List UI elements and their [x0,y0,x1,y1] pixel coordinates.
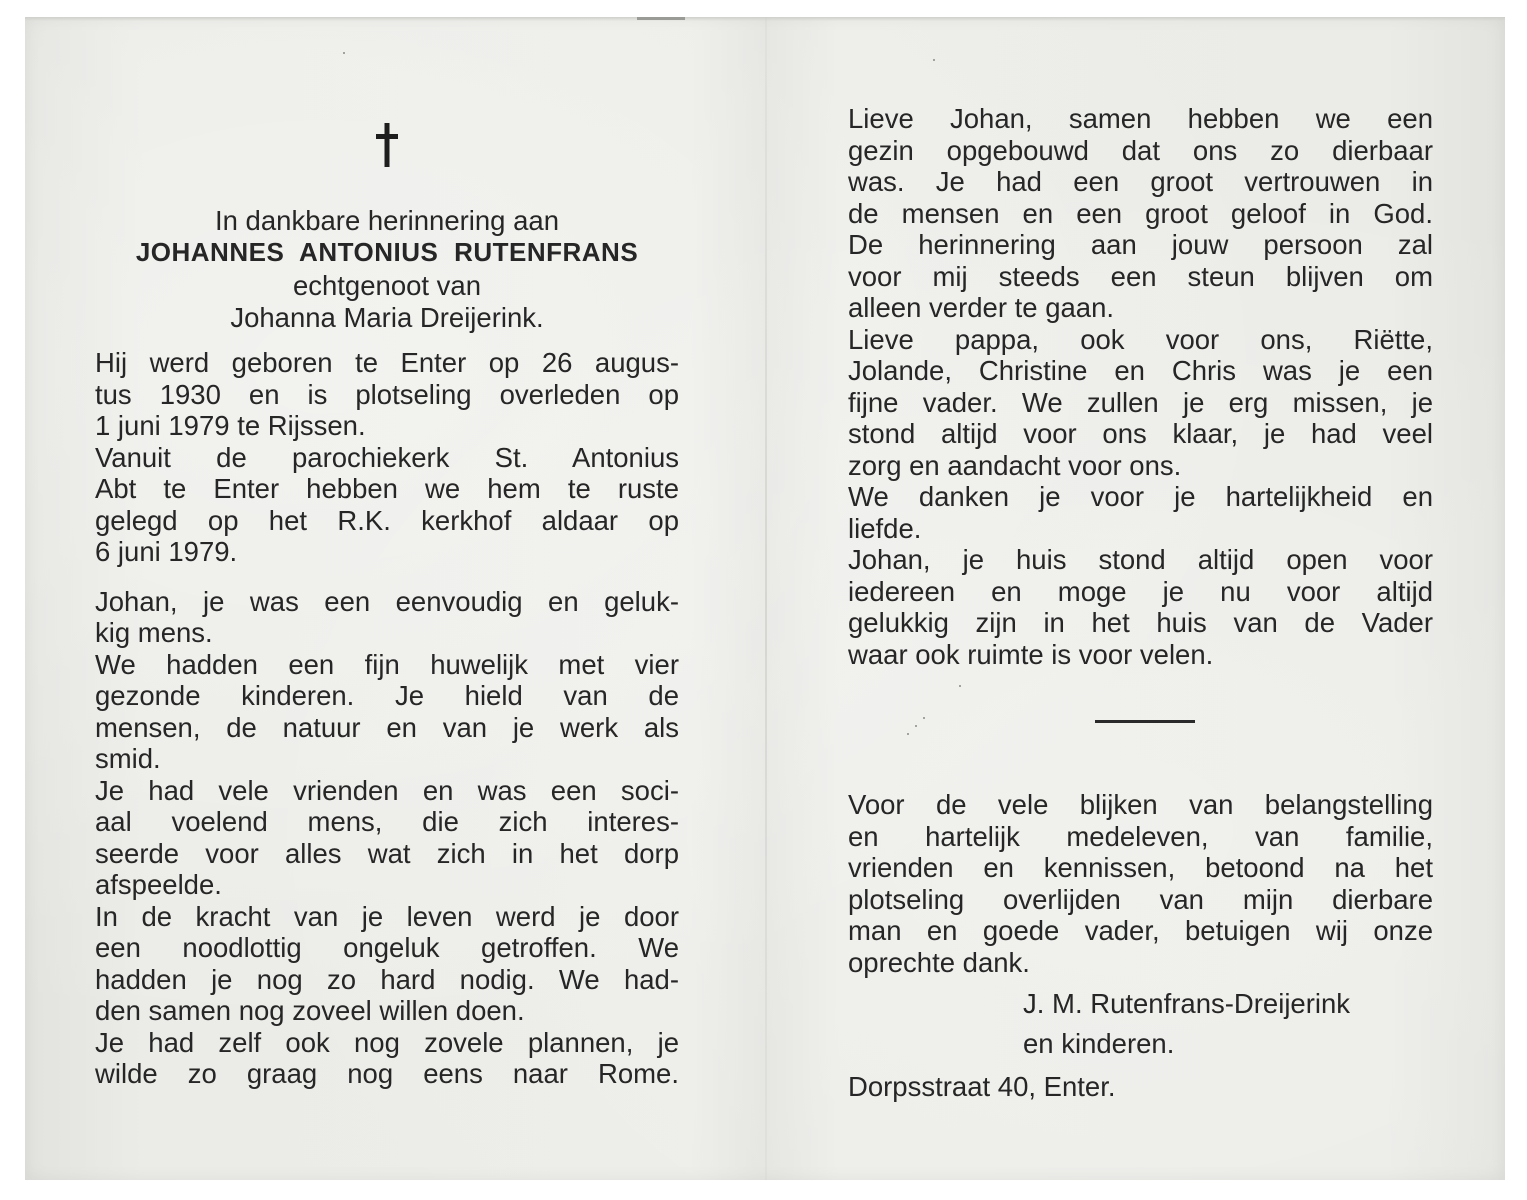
text-line: plotseling overlijden van mijn dierbare [848,883,1433,915]
text-line: iedereen en moge je nu voor altijd [848,575,1433,607]
signature-block [848,988,1433,1059]
text-line: Johan, je huis stond altijd open voor [848,544,1433,575]
text-line: fijne vader. We zullen je erg missen, je [848,386,1433,418]
text-line: gezin opgebouwd dat ons zo dierbaar [848,134,1433,166]
family-address: Dorpsstraat 40, Enter. [848,1071,1116,1102]
text-line: alleen verder te gaan. [848,292,1115,323]
text-line: smid. [95,743,161,774]
deceased-name: JOHANNES ANTONIUS RUTENFRANS [135,236,639,267]
text-line: Lieve pappa, ook voor ons, Riëtte, [848,323,1433,355]
text-line: Vanuit de parochiekerk St. Antonius [95,441,679,473]
text-line: Jolande, Christine en Chris was je een [848,355,1433,386]
text-line: zorg en aandacht voor ons. [848,449,1182,481]
spouse-name: Johanna Maria Dreijerink. [230,301,544,333]
text-line: seerde voor alles wat zich in het dorp [95,837,679,869]
text-line: Je had vele vrienden en was een soci- [95,774,679,806]
text-line: kig mens. [95,617,213,648]
text-line: en hartelijk medeleven, van familie, [848,820,1433,852]
latin-cross-svg [375,123,399,167]
text-line: Voor de vele blijken van belangstelling [848,789,1433,820]
text-line: 1 juni 1979 te Rijssen. [95,410,366,441]
intro-line: In dankbare herinnering aan [214,205,559,236]
text-line: vrienden en kennissen, betoond na het [848,852,1433,883]
text-line: waar ook ruimte is voor velen. [848,638,1214,670]
text-line: een noodlottig ongeluk getroffen. We [95,932,679,963]
text-line: man en goede vader, betuigen wij onze [848,915,1433,946]
text-line: Abt te Enter hebben we hem te ruste [95,473,679,504]
text-line: oprechte dank. [848,946,1030,978]
text-line: wilde zo graag nog eens naar Rome. [95,1058,679,1089]
paper-speck [933,59,935,61]
text-line: liefde. [848,512,922,544]
right-column [848,103,1433,1103]
memorial-card [25,17,1505,1180]
card-top-notch [637,17,685,20]
thanks-paragraph [848,789,1433,978]
text-line: mensen, de natuur en van je werk als [95,711,679,743]
text-line: aal voelend mens, die zich interes- [95,806,679,837]
text-line: Hij werd geboren te Enter op 26 augus- [95,347,679,378]
text-line: gezonde kinderen. Je hield van de [95,680,679,711]
text-line: hadden je nog zo hard nodig. We had- [95,963,679,995]
signatory-name: J. M. Rutenfrans-Dreijerink [1023,988,1351,1019]
text-line: gelukkig zijn in het huis van de Vader [848,607,1433,638]
text-line: was. Je had een groot vertrouwen in [848,166,1433,197]
signatory-suffix: en kinderen. [1023,1027,1175,1059]
text-line: 6 juni 1979. [95,536,238,567]
section-divider [1095,720,1195,723]
text-line: de mensen en een groot geloof in God. [848,197,1433,229]
text-line: Je had zelf ook nog zovele plannen, je [95,1026,679,1058]
latin-cross-icon [375,123,399,167]
text-line: gelegd op het R.K. kerkhof aldaar op [95,504,679,536]
text-line: den samen nog zoveel willen doen. [95,995,525,1026]
text-line: afspeelde. [95,869,222,900]
text-line: Lieve Johan, samen hebben we een [848,103,1433,134]
text-line: We hadden een fijn huwelijk met vier [95,648,679,680]
text-line: stond altijd voor ons klaar, je had veel [848,418,1433,449]
paper-speck [343,52,345,54]
biography-paragraph [95,347,679,568]
spouse-label: echtgenoot van [292,270,482,301]
text-line: voor mij steeds een steun blijven om [848,260,1433,292]
text-line: In de kracht van je leven werd je door [95,900,679,932]
left-column [95,101,679,1090]
text-line: Johan, je was een eenvoudig en geluk- [95,585,679,617]
text-line: De herinnering aan jouw persoon zal [848,229,1433,260]
text-line: tus 1930 en is plotseling overleden op [95,378,679,410]
text-line: We danken je voor je hartelijkheid en [848,481,1433,512]
card-fold-line [765,17,767,1180]
farewell-paragraph [848,103,1433,670]
remembrance-paragraph [95,586,679,1090]
